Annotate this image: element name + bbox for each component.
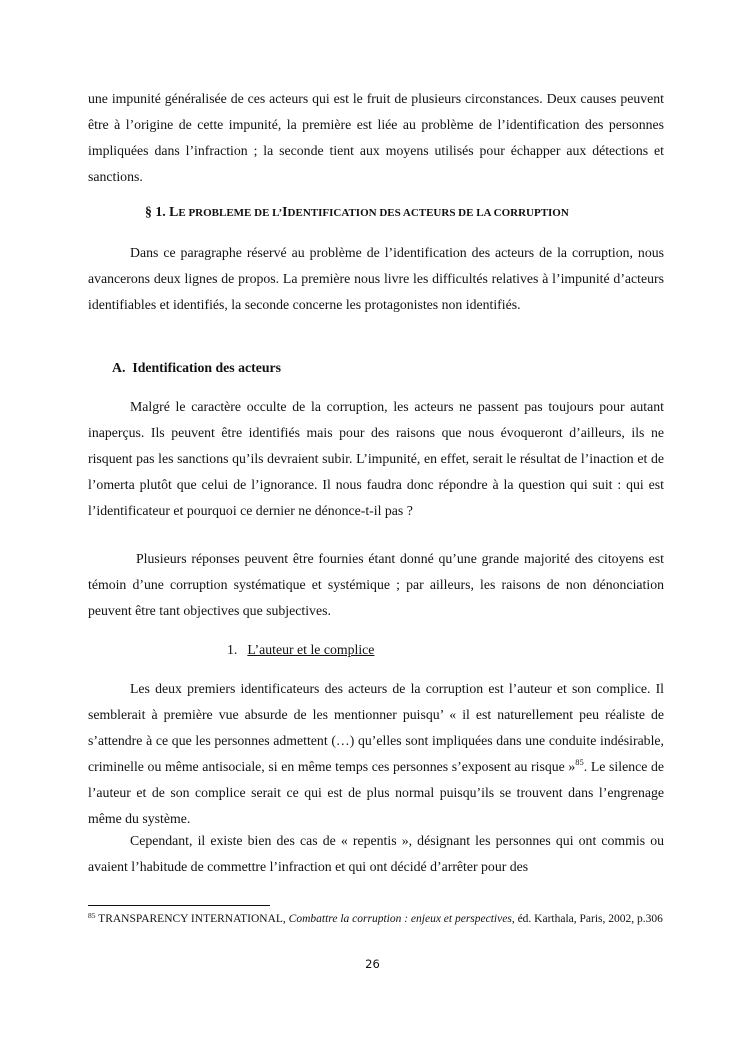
footnote-details: , éd. Karthala, Paris, 2002, p.306 [511, 913, 663, 925]
subsection-marker: A. [112, 360, 126, 375]
footnote-author: TRANSPARENCY INTERNATIONAL, [95, 913, 289, 925]
paragraph-intro: une impunité généralisée de ces acteurs qui est le fruit de plusieurs circonstances. Deux causes peuvent être à l’origine de cette impunité, la première est liée au problème de l’identification des personnes impliquées dans l’infraction ; la seconde tient aux moyens utilisés pour échapper aux détections et sanctions. [88, 91, 664, 184]
subsection-heading [112, 360, 281, 376]
paragraph-section-intro: Dans ce paragraphe réservé au problème de l’identification des acteurs de la corruption, nous avancerons deux lignes de propos. La première nous livre les difficultés relatives à l’impunité d’acteurs identifiables et identifiés, la seconde concerne les protagonistes non identifiés. [88, 245, 664, 312]
footnote-divider [88, 905, 270, 906]
section-heading-part1: E PROBLEME DE L’ [178, 207, 283, 219]
paragraph-text-part1: Les deux premiers identificateurs des acteurs de la corruption est l’auteur et son complice. Il semblerait à première vue absurde de les mentionner puisqu’ « il est naturellement peu réaliste de s’attendre à ce que les personnes admettent (…) qu’elles sont impliquées dans une conduite indésirable, criminelle ou même antisociale, si en même temps ces personnes s’exposent au risque » [88, 681, 664, 774]
footnote-reference[interactable]: 85 [575, 757, 584, 767]
paragraph-author-accomplice [88, 676, 664, 832]
paragraph-text-part2: . Le silence de l’auteur et de son complice serait ce qui est de plus normal puisqu’ils se trouvent dans l’engrenage même du système. [88, 759, 664, 826]
section-heading [145, 204, 569, 220]
section-heading-part2: DENTIFICATION DES ACTEURS DE LA CORRUPTION [287, 207, 569, 219]
section-heading-prefix: § 1. L [145, 204, 179, 219]
subsubsection-title: L’auteur et le complice [247, 642, 375, 657]
paragraph-responses: Plusieurs réponses peuvent être fournies étant donné qu’une grande majorité des citoyens est témoin d’une corruption systématique et systémique ; par ailleurs, les raisons de non dénonciation peuvent être tant objectives que subjectives. [88, 551, 664, 618]
page-number: 26 [365, 957, 380, 971]
footnote-number: 85 [88, 911, 96, 920]
paragraph-repentis: Cependant, il existe bien des cas de « repentis », désignant les personnes qui ont commis ou avaient l’habitude de commettre l’infraction et qui ont décidé d’arrêter pour des [88, 833, 664, 874]
footnote-title: Combattre la corruption : enjeux et perspectives [288, 913, 512, 925]
paragraph-identification: Malgré le caractère occulte de la corruption, les acteurs ne passent pas toujours pour autant inaperçus. Ils peuvent être identifiés mais pour des raisons que nous évoqueront d’ailleurs, ils ne risquent pas les sanctions qu’ils devraient subir. L’impunité, en effet, serait le résultat de l’inaction et de l’omerta plutôt que celui de l’ignorance. Il nous faudra donc répondre à la question qui suit : qui est l’identificateur et pourquoi ce dernier ne dénonce-t-il pas ? [88, 399, 664, 518]
subsubsection-marker: 1. [227, 642, 238, 657]
footnote [88, 910, 664, 929]
subsection-title: Identification des acteurs [132, 360, 282, 375]
section-heading-capital: I [282, 204, 288, 219]
subsubsection-heading [227, 642, 374, 658]
